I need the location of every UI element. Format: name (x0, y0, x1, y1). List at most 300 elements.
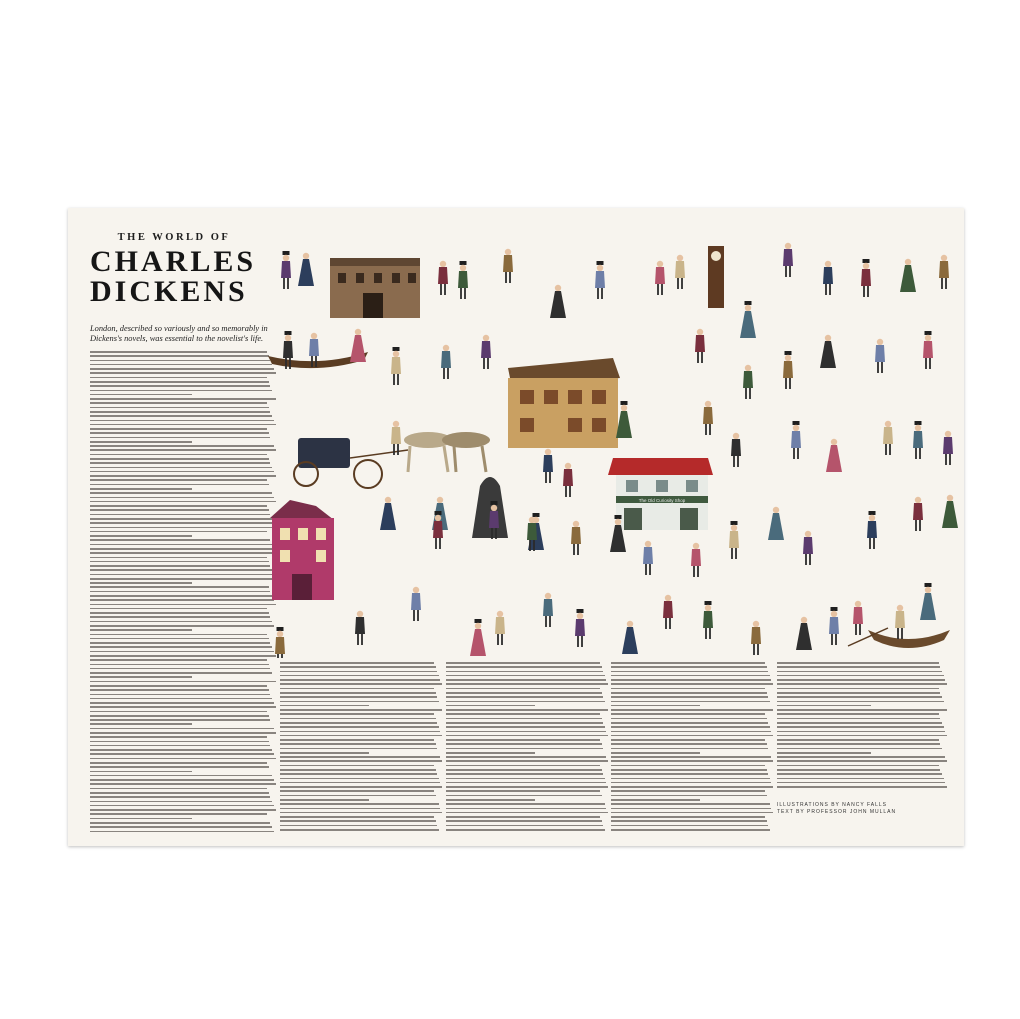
text-line (90, 552, 276, 554)
text-line (446, 692, 602, 694)
character-figure (731, 433, 741, 467)
character-figure (867, 511, 877, 549)
text-line (611, 675, 770, 677)
body-text-column-3 (446, 662, 608, 833)
text-line (611, 718, 767, 720)
text-line (280, 812, 442, 814)
text-line (280, 816, 434, 818)
illustration-area (268, 228, 958, 658)
text-line (446, 808, 606, 810)
text-line (280, 786, 442, 788)
character-figure (751, 621, 761, 655)
text-line (777, 765, 939, 767)
text-line (90, 424, 276, 426)
text-line (611, 816, 765, 818)
text-line (446, 820, 602, 822)
text-line (90, 565, 270, 567)
text-line (280, 731, 440, 733)
text-line (611, 726, 770, 728)
text-line (611, 812, 773, 814)
text-credit: TEXT BY PROFESSOR JOHN MULLAN (777, 809, 897, 815)
text-line (90, 762, 267, 764)
text-line (90, 715, 269, 717)
text-line (611, 739, 765, 741)
body-text-left-column (90, 351, 276, 835)
text-line (90, 539, 270, 541)
text-line (446, 731, 606, 733)
text-line (280, 829, 439, 831)
text-line (280, 679, 440, 681)
text-line (777, 786, 947, 788)
character-figure (663, 595, 673, 629)
text-line (280, 752, 369, 754)
character-figure (355, 611, 365, 645)
text-line (280, 765, 434, 767)
character-figure (503, 249, 513, 283)
text-line (90, 694, 270, 696)
character-figure (913, 497, 923, 531)
character-figure (441, 345, 451, 379)
text-line (90, 355, 269, 357)
text-line (446, 782, 606, 784)
character-figure (943, 431, 953, 465)
character-figure (853, 601, 863, 635)
character-figure (791, 421, 801, 459)
text-line (280, 743, 436, 745)
character-figure (939, 255, 949, 289)
character-figure (575, 609, 585, 647)
text-line (611, 808, 771, 810)
text-line (90, 471, 274, 473)
text-line (90, 676, 192, 678)
text-line (611, 713, 765, 715)
building-illustration-2 (508, 358, 620, 448)
character-figure (820, 335, 836, 368)
text-line (280, 675, 439, 677)
text-line (90, 586, 269, 588)
text-line (90, 561, 269, 563)
text-line (446, 701, 605, 703)
character-figure (298, 253, 314, 286)
text-line (611, 756, 771, 758)
character-figure (923, 331, 933, 369)
text-line (90, 655, 276, 657)
title-line-1: CHARLES (90, 245, 257, 278)
text-line (90, 402, 267, 404)
text-line (611, 748, 768, 750)
text-line (611, 722, 768, 724)
text-line (280, 773, 437, 775)
text-line (90, 741, 269, 743)
text-line (280, 739, 434, 741)
text-line (90, 415, 272, 417)
text-line (446, 735, 608, 737)
text-line (90, 668, 270, 670)
text-line (611, 799, 700, 801)
text-line (90, 779, 274, 781)
text-line (90, 385, 270, 387)
text-line (90, 497, 274, 499)
text-line (280, 760, 442, 762)
text-line (90, 578, 276, 580)
text-line (90, 723, 192, 725)
poster (68, 208, 964, 846)
text-line (611, 692, 767, 694)
text-line (777, 778, 944, 780)
text-line (90, 351, 267, 353)
text-line (777, 701, 944, 703)
text-line (446, 769, 602, 771)
body-text-column-5 (777, 662, 947, 790)
text-line (90, 728, 274, 730)
text-line (90, 428, 267, 430)
text-line (90, 514, 270, 516)
text-line (90, 518, 272, 520)
character-figure (495, 611, 505, 645)
text-line (90, 360, 270, 362)
text-line (280, 756, 440, 758)
text-line (446, 726, 605, 728)
text-line (90, 437, 270, 439)
text-line (611, 731, 771, 733)
text-line (777, 773, 942, 775)
character-figure (481, 335, 491, 369)
text-line (90, 749, 272, 751)
text-line (777, 752, 871, 754)
text-line (90, 634, 267, 636)
text-line (777, 662, 939, 664)
character-figure (350, 329, 366, 362)
text-line (777, 671, 942, 673)
text-line (446, 675, 605, 677)
pre-title: THE WORLD OF (117, 232, 231, 243)
text-line (90, 531, 267, 533)
text-line (446, 705, 535, 707)
text-line (611, 705, 700, 707)
ghost-figure-illustration (472, 477, 508, 538)
text-line (280, 696, 437, 698)
text-line (280, 748, 437, 750)
text-line (90, 475, 276, 477)
text-line (90, 753, 274, 755)
text-line (90, 488, 192, 490)
text-line (611, 825, 768, 827)
text-line (446, 679, 606, 681)
character-figure (616, 401, 632, 438)
text-line (90, 381, 269, 383)
text-line (90, 818, 192, 820)
text-line (280, 666, 436, 668)
text-line (280, 671, 437, 673)
text-line (90, 621, 272, 623)
text-line (777, 722, 942, 724)
text-line (90, 407, 269, 409)
text-line (777, 675, 944, 677)
text-line (90, 625, 274, 627)
character-figure (895, 605, 905, 639)
text-line (90, 612, 269, 614)
text-line (777, 726, 944, 728)
text-line (611, 790, 765, 792)
text-line (611, 701, 770, 703)
character-figure (740, 301, 756, 338)
text-line (777, 713, 939, 715)
text-line (90, 822, 270, 824)
character-figure (543, 593, 553, 627)
character-figure (913, 421, 923, 459)
character-figure (571, 521, 581, 555)
text-line (611, 803, 770, 805)
text-line (446, 812, 608, 814)
boat-illustration (848, 628, 950, 648)
text-line (280, 778, 439, 780)
text-line (777, 679, 945, 681)
character-figure (942, 495, 958, 528)
text-line (90, 557, 267, 559)
text-line (611, 735, 773, 737)
text-line (446, 825, 603, 827)
text-line (280, 808, 440, 810)
text-line (446, 696, 603, 698)
text-line (90, 608, 267, 610)
text-line (90, 788, 267, 790)
text-line (280, 713, 434, 715)
text-line (611, 820, 767, 822)
shop-sign: The Old Curiosity Shop (638, 498, 686, 503)
character-figure (703, 601, 713, 639)
text-line (777, 756, 945, 758)
text-line (90, 535, 192, 537)
text-line (446, 765, 600, 767)
text-line (611, 782, 771, 784)
text-line (90, 432, 269, 434)
text-line (280, 722, 437, 724)
character-figure (823, 261, 833, 295)
text-line (280, 799, 369, 801)
text-line (90, 595, 272, 597)
intro-text: London, described so variously and so memorably in Dickens's novels, was essential to the novelist's life. (90, 324, 268, 343)
text-line (777, 739, 939, 741)
text-line (90, 544, 272, 546)
text-line (777, 731, 945, 733)
text-line (90, 492, 272, 494)
text-line (611, 795, 767, 797)
clock-illustration (708, 246, 724, 308)
character-figure (883, 421, 893, 455)
text-line (90, 646, 272, 648)
text-line (90, 501, 276, 503)
text-line (90, 479, 267, 481)
title-line-2: DICKENS (90, 275, 248, 308)
character-figure (275, 627, 285, 658)
character-figure (543, 449, 553, 483)
text-line (777, 705, 871, 707)
character-figure (783, 243, 793, 277)
text-line (446, 713, 600, 715)
character-figure (550, 285, 566, 318)
text-line (90, 390, 272, 392)
text-line (90, 582, 192, 584)
character-figure (703, 401, 713, 435)
text-line (446, 688, 600, 690)
text-line (611, 773, 768, 775)
character-figure (438, 261, 448, 295)
text-line (90, 505, 267, 507)
text-line (777, 692, 940, 694)
text-line (90, 685, 267, 687)
text-line (90, 454, 267, 456)
text-line (90, 484, 269, 486)
text-line (446, 683, 608, 685)
text-line (446, 795, 602, 797)
text-line (611, 765, 765, 767)
text-line (611, 760, 773, 762)
illustrations-credit: ILLUSTRATIONS BY NANCY FALLS (777, 802, 887, 808)
text-line (90, 659, 267, 661)
text-line (90, 574, 274, 576)
text-line (90, 801, 272, 803)
text-line (280, 820, 436, 822)
text-line (611, 829, 770, 831)
character-figure (380, 497, 396, 530)
character-figure (281, 251, 291, 289)
character-figure (643, 541, 653, 575)
text-line (90, 826, 272, 828)
character-figure (826, 439, 842, 472)
text-line (90, 398, 276, 400)
old-curiosity-shop-illustration (608, 458, 713, 530)
text-line (90, 527, 276, 529)
text-line (611, 743, 767, 745)
text-line (90, 651, 274, 653)
character-figure (920, 583, 936, 620)
text-line (446, 662, 600, 664)
text-line (611, 662, 765, 664)
text-line (90, 711, 267, 713)
text-line (446, 666, 602, 668)
text-line (611, 778, 770, 780)
character-figure (595, 261, 605, 299)
text-line (90, 449, 276, 451)
character-figure (458, 261, 468, 299)
text-line (446, 790, 600, 792)
text-line (90, 411, 270, 413)
text-line (446, 709, 608, 711)
body-text-column-4 (611, 662, 773, 833)
text-line (90, 771, 192, 773)
text-line (90, 702, 274, 704)
text-line (611, 688, 765, 690)
text-line (280, 803, 439, 805)
text-line (90, 599, 274, 601)
text-line (777, 748, 942, 750)
text-line (446, 743, 602, 745)
text-line (446, 760, 608, 762)
text-line (90, 732, 276, 734)
character-figure (803, 531, 813, 565)
text-line (90, 364, 272, 366)
text-line (611, 671, 768, 673)
text-line (280, 705, 369, 707)
character-figure (743, 365, 753, 399)
pink-house-illustration (270, 500, 334, 600)
building-illustration-1 (330, 258, 420, 318)
text-line (90, 796, 270, 798)
text-line (446, 803, 605, 805)
text-line (90, 792, 269, 794)
text-line (777, 769, 940, 771)
text-line (90, 766, 269, 768)
text-line (446, 752, 535, 754)
text-line (90, 377, 267, 379)
text-line (777, 696, 942, 698)
text-line (90, 642, 270, 644)
text-line (777, 718, 940, 720)
character-figure (861, 259, 871, 297)
text-line (611, 679, 771, 681)
text-line (280, 662, 434, 664)
text-line (90, 591, 270, 593)
text-line (280, 795, 436, 797)
text-line (90, 745, 270, 747)
text-line (446, 739, 600, 741)
body-text-column-2 (280, 662, 442, 833)
character-figure (783, 351, 793, 389)
character-figure (691, 543, 701, 577)
text-line (90, 809, 276, 811)
text-line (90, 629, 192, 631)
text-line (280, 688, 434, 690)
text-line (90, 458, 269, 460)
text-line (280, 683, 442, 685)
text-line (280, 735, 442, 737)
text-line (777, 735, 947, 737)
text-line (446, 773, 603, 775)
text-line (446, 778, 605, 780)
text-line (611, 709, 773, 711)
text-line (777, 743, 940, 745)
text-line (280, 701, 439, 703)
character-figure (411, 587, 421, 621)
character-figure (900, 259, 916, 292)
character-figure (655, 261, 665, 295)
text-line (90, 736, 267, 738)
text-line (90, 441, 192, 443)
text-line (90, 509, 269, 511)
text-line (90, 664, 269, 666)
text-line (777, 666, 940, 668)
text-line (90, 689, 269, 691)
text-line (90, 706, 276, 708)
text-line (90, 672, 272, 674)
text-line (611, 683, 773, 685)
character-figure (875, 339, 885, 373)
text-line (777, 760, 947, 762)
text-line (90, 783, 276, 785)
character-figure (391, 347, 401, 385)
text-line (611, 696, 768, 698)
text-line (280, 825, 437, 827)
character-figure (470, 619, 486, 656)
text-line (446, 786, 608, 788)
text-line (446, 718, 602, 720)
text-line (777, 688, 939, 690)
text-line (90, 616, 270, 618)
text-line (90, 638, 269, 640)
text-line (90, 758, 276, 760)
text-line (90, 420, 274, 422)
character-figure (391, 421, 401, 455)
